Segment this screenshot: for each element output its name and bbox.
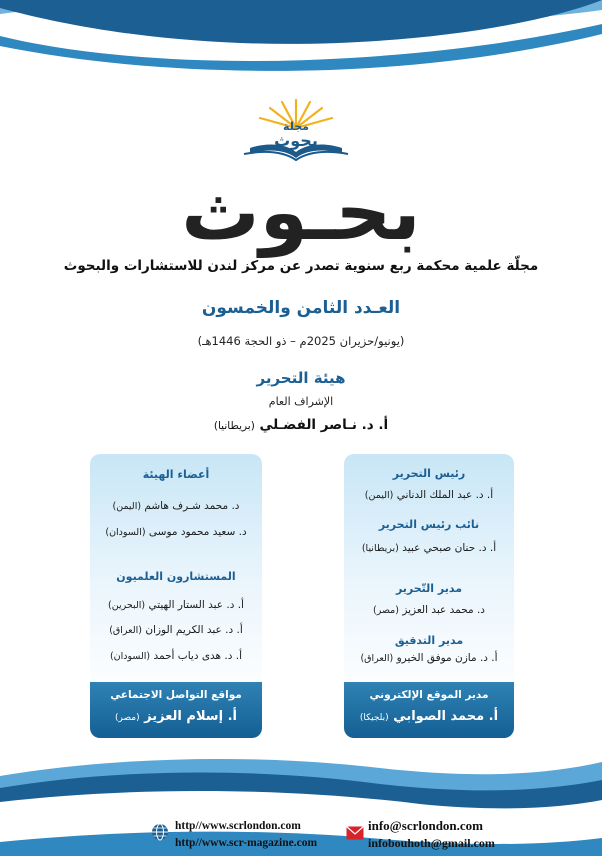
advisor (90, 599, 262, 611)
supervisor (0, 417, 602, 433)
supervisor-name: أ. د. نـاصر الفضـلي (259, 417, 389, 433)
journal-subtitle: مجلّة علمية محكمة ربع سنوية تصدر عن مركز لندن للاستشارات والبحوث (63, 258, 539, 274)
advisor-country: (السودان) (109, 651, 151, 662)
scientific-advisors-label: المستشارون العلميون (116, 570, 236, 583)
social-media-footer (90, 682, 262, 738)
board-members-label: أعضاء الهيئة (142, 468, 210, 481)
proofreading-manager-name: أ. د. مازن موفق الخيرو (396, 652, 498, 664)
board-member (90, 526, 262, 538)
website-manager (344, 709, 514, 724)
advisor (90, 650, 262, 662)
advisor-country: (البحرين) (108, 600, 146, 611)
logo-line1: مجلة (283, 120, 309, 133)
website-link-2[interactable]: http//www.scr-magazine.com (175, 837, 318, 849)
board-member-country: (اليمن) (112, 501, 142, 512)
website-manager-name: أ. محمد الصوابي (393, 709, 499, 724)
advisor (90, 624, 262, 636)
deputy-editor (344, 542, 514, 554)
issue-number: العـدد الثامن والخمسون (201, 298, 401, 318)
members-panel (90, 454, 262, 738)
proofreading-manager-country: (العراق) (360, 653, 394, 664)
email-link-1[interactable]: info@scrlondon.com (368, 818, 484, 833)
globe-icon (151, 823, 169, 841)
managing-editor (344, 604, 514, 616)
advisor-name: أ. د. هدى دياب أحمد (153, 650, 243, 662)
website-manager-footer (344, 682, 514, 738)
top-wave-decoration (0, 0, 602, 90)
editor-in-chief (344, 489, 514, 501)
website-manager-label: مدير الموقع الإلكتروني (369, 689, 489, 701)
advisor-name: أ. د. عبد الكريم الوزان (145, 624, 243, 636)
envelope-icon (346, 826, 364, 840)
supervision-label: الإشراف العام (268, 395, 334, 408)
managing-editor-country: (مصر) (373, 605, 399, 616)
proofreading-manager-label: مدير التدقيق (394, 634, 464, 647)
editorial-board-title: هيئة التحرير (256, 369, 346, 387)
deputy-editor-label: نائب رئيس التحرير (378, 518, 480, 531)
website-link-1[interactable]: http//www.scrlondon.com (175, 820, 301, 832)
board-member (90, 500, 262, 512)
board-member-country: (السودان) (105, 527, 146, 538)
journal-logo (236, 98, 356, 164)
supervisor-country: (بريطانيا) (213, 420, 255, 432)
editor-in-chief-label: رئيس التحرير (392, 467, 466, 480)
deputy-editor-name: أ. د. حنان صبحي عبيد (402, 542, 497, 554)
social-media-label: مواقع التواصل الاجتماعي (110, 689, 242, 701)
managing-editor-name: د. محمد عبد العزيز (402, 604, 485, 616)
board-member-name: د. سعيد محمود موسى (148, 526, 247, 538)
social-media-manager (90, 709, 262, 724)
journal-title: بحـوث (181, 168, 421, 258)
editor-in-chief-country: (اليمن) (364, 490, 394, 501)
managing-editor-label: مدير التّحرير (395, 582, 463, 595)
editorial-panel (344, 454, 514, 738)
board-member-name: د. محمد شـرف هاشم (144, 500, 240, 512)
proofreading-manager (344, 652, 514, 664)
website-manager-country: (بلجيكا) (359, 713, 389, 723)
email-link-2[interactable]: infobouhoth@gmail.com (368, 836, 495, 850)
deputy-editor-country: (بريطانيا) (361, 543, 399, 554)
social-media-manager-country: (مصر) (115, 713, 140, 723)
logo-line2: بحوث (274, 131, 318, 150)
issue-date: (يونيو/حزيران 2025م – ذو الحجة 1446هـ) (197, 334, 405, 348)
editor-in-chief-name: أ. د. عبد الملك الدناني (396, 489, 494, 501)
social-media-manager-name: أ. إسلام العزيز (144, 709, 237, 724)
advisor-country: (العراق) (109, 625, 142, 636)
advisor-name: أ. د. عبد الستار الهيتي (148, 599, 244, 611)
